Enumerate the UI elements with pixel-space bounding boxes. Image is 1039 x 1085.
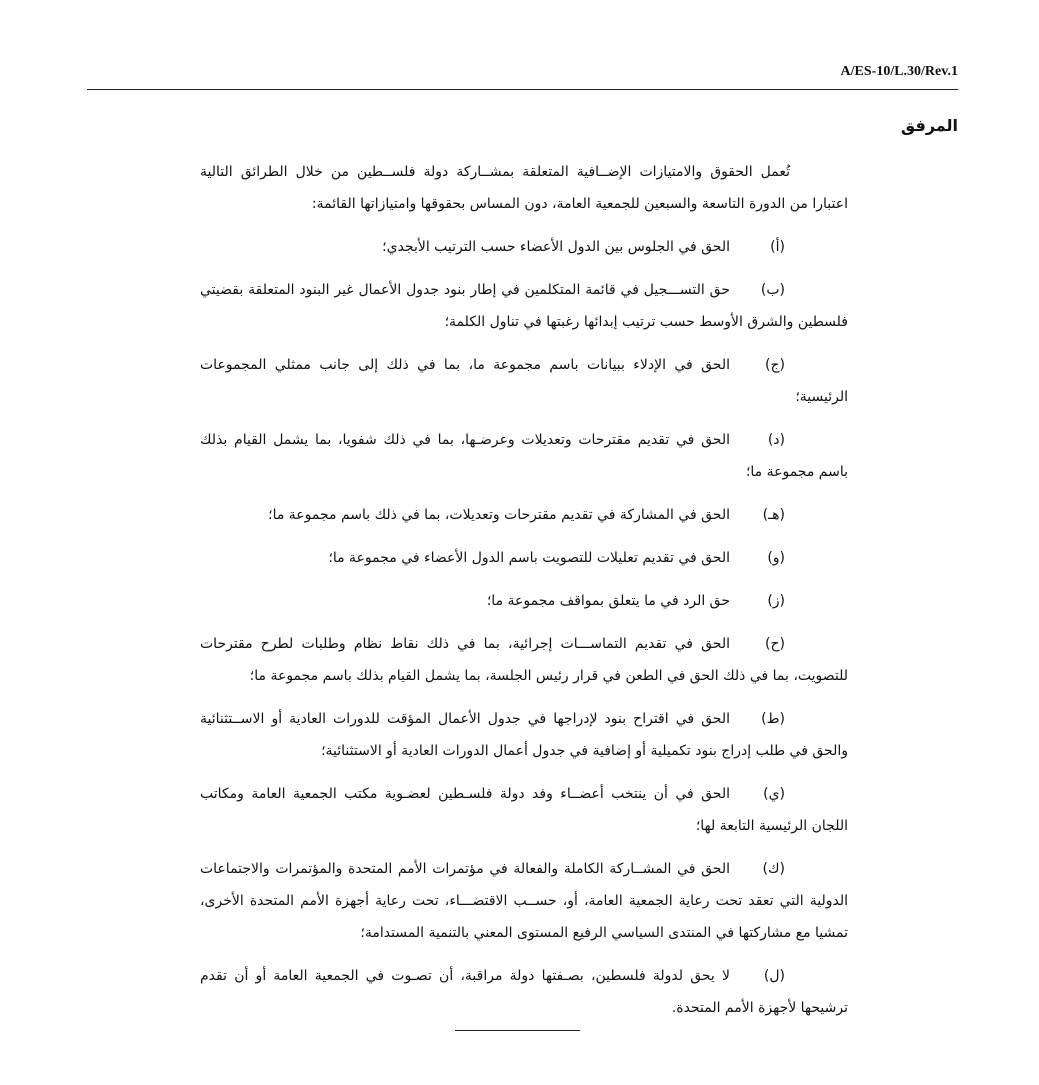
list-item	[200, 853, 848, 949]
item-label: (ب)	[760, 282, 785, 298]
item-label: (د)	[767, 432, 785, 448]
item-text: الحق في تقديم مقترحات وتعديلات وعرضـها، بما في ذلك شفويا، بما يشمل القيام بذلك باسم مجموعة ما؛	[200, 432, 848, 480]
intro-paragraph: تُعمل الحقوق والامتيازات الإضــافية المتعلقة بمشــاركة دولة فلســطين من خلال الطرائق التالية اعتبارا من الدورة التاسعة والسبعين للجمعية العامة، دون المساس بحقوقها وامتيازاتها القائمة:	[200, 164, 848, 212]
list-item	[200, 778, 848, 842]
document-body	[200, 156, 848, 1035]
list-item	[200, 960, 848, 1024]
list-item	[200, 274, 848, 338]
item-label: (أ)	[770, 239, 785, 255]
item-label: (ط)	[761, 711, 785, 727]
item-text: حق الرد في ما يتعلق بمواقف مجموعة ما؛	[486, 593, 730, 609]
list-item	[200, 703, 848, 767]
list-item	[200, 628, 848, 692]
list-item	[200, 349, 848, 413]
item-label: (هـ)	[762, 507, 785, 523]
item-label: (ح)	[765, 636, 785, 652]
list-item	[200, 424, 848, 488]
item-text: الحق في اقتراح بنود لإدراجها في جدول الأعمال المؤقت للدورات العادية أو الاســتثنائية والحق في طلب إدراج بنود تكميلية أو إضافية في جدول أعمال الدورات العادية أو الاستثنائية؛	[200, 711, 848, 759]
item-text: الحق في تقديم تعليلات للتصويت باسم الدول الأعضاء في مجموعة ما؛	[328, 550, 730, 566]
document-symbol: A/ES-10/L.30/Rev.1	[840, 64, 958, 79]
item-label: (ل)	[763, 968, 785, 984]
item-label: (و)	[767, 550, 785, 566]
item-text: الحق في تقديم التماســـات إجرائية، بما في ذلك نقاط نظام وطلبات لطرح مقترحات للتصويت، بما في ذلك الحق في الطعن في قرار رئيس الجلسة، بما يشمل القيام بذلك باسم مجموعة ما؛	[200, 636, 848, 684]
item-label: (ج)	[765, 357, 785, 373]
list-item	[200, 231, 848, 263]
item-text: حق التســـجيل في قائمة المتكلمين في إطار بنود جدول الأعمال غير البنود المتعلقة بقضيتي فلسطين والشرق الأوسط حسب ترتيب إبدائها رغبتها في تناول الكلمة؛	[200, 282, 848, 330]
header-rule	[87, 89, 958, 90]
item-label: (ي)	[763, 786, 785, 802]
list-item	[200, 499, 848, 531]
footer-rule	[455, 1030, 580, 1031]
annex-title: المرفق	[900, 118, 958, 135]
item-text: لا يحق لدولة فلسطين، بصـفتها دولة مراقبة، أن تصـوت في الجمعية العامة أو أن تقدم ترشيحها لأجهزة الأمم المتحدة.	[200, 968, 848, 1016]
item-label: (ك)	[762, 861, 785, 877]
item-text: الحق في الجلوس بين الدول الأعضاء حسب الترتيب الأبجدي؛	[382, 239, 730, 255]
items-list	[200, 231, 848, 1024]
item-text: الحق في المشــاركة الكاملة والفعالة في مؤتمرات الأمم المتحدة والمؤتمرات والاجتماعات الدولية التي تعقد تحت رعاية الجمعية العامة، أو، حســب الاقتضـــاء، تحت رعاية أجهزة الأمم المتحدة الأخرى، تمشيا مع مشاركتها في المنتدى السياسي الرفيع المستوى المعني بالتنمية المستدامة؛	[200, 861, 848, 941]
item-text: الحق في الإدلاء ببيانات باسم مجموعة ما، بما في ذلك إلى جانب ممثلي المجموعات الرئيسية؛	[200, 357, 848, 405]
list-item	[200, 542, 848, 574]
item-text: الحق في أن ينتخب أعضــاء وفد دولة فلسـطين لعضـوية مكتب الجمعية العامة ومكاتب اللجان الرئيسية التابعة لها؛	[200, 786, 848, 834]
list-item	[200, 585, 848, 617]
item-label: (ز)	[767, 593, 785, 609]
item-text: الحق في المشاركة في تقديم مقترحات وتعديلات، بما في ذلك باسم مجموعة ما؛	[268, 507, 730, 523]
